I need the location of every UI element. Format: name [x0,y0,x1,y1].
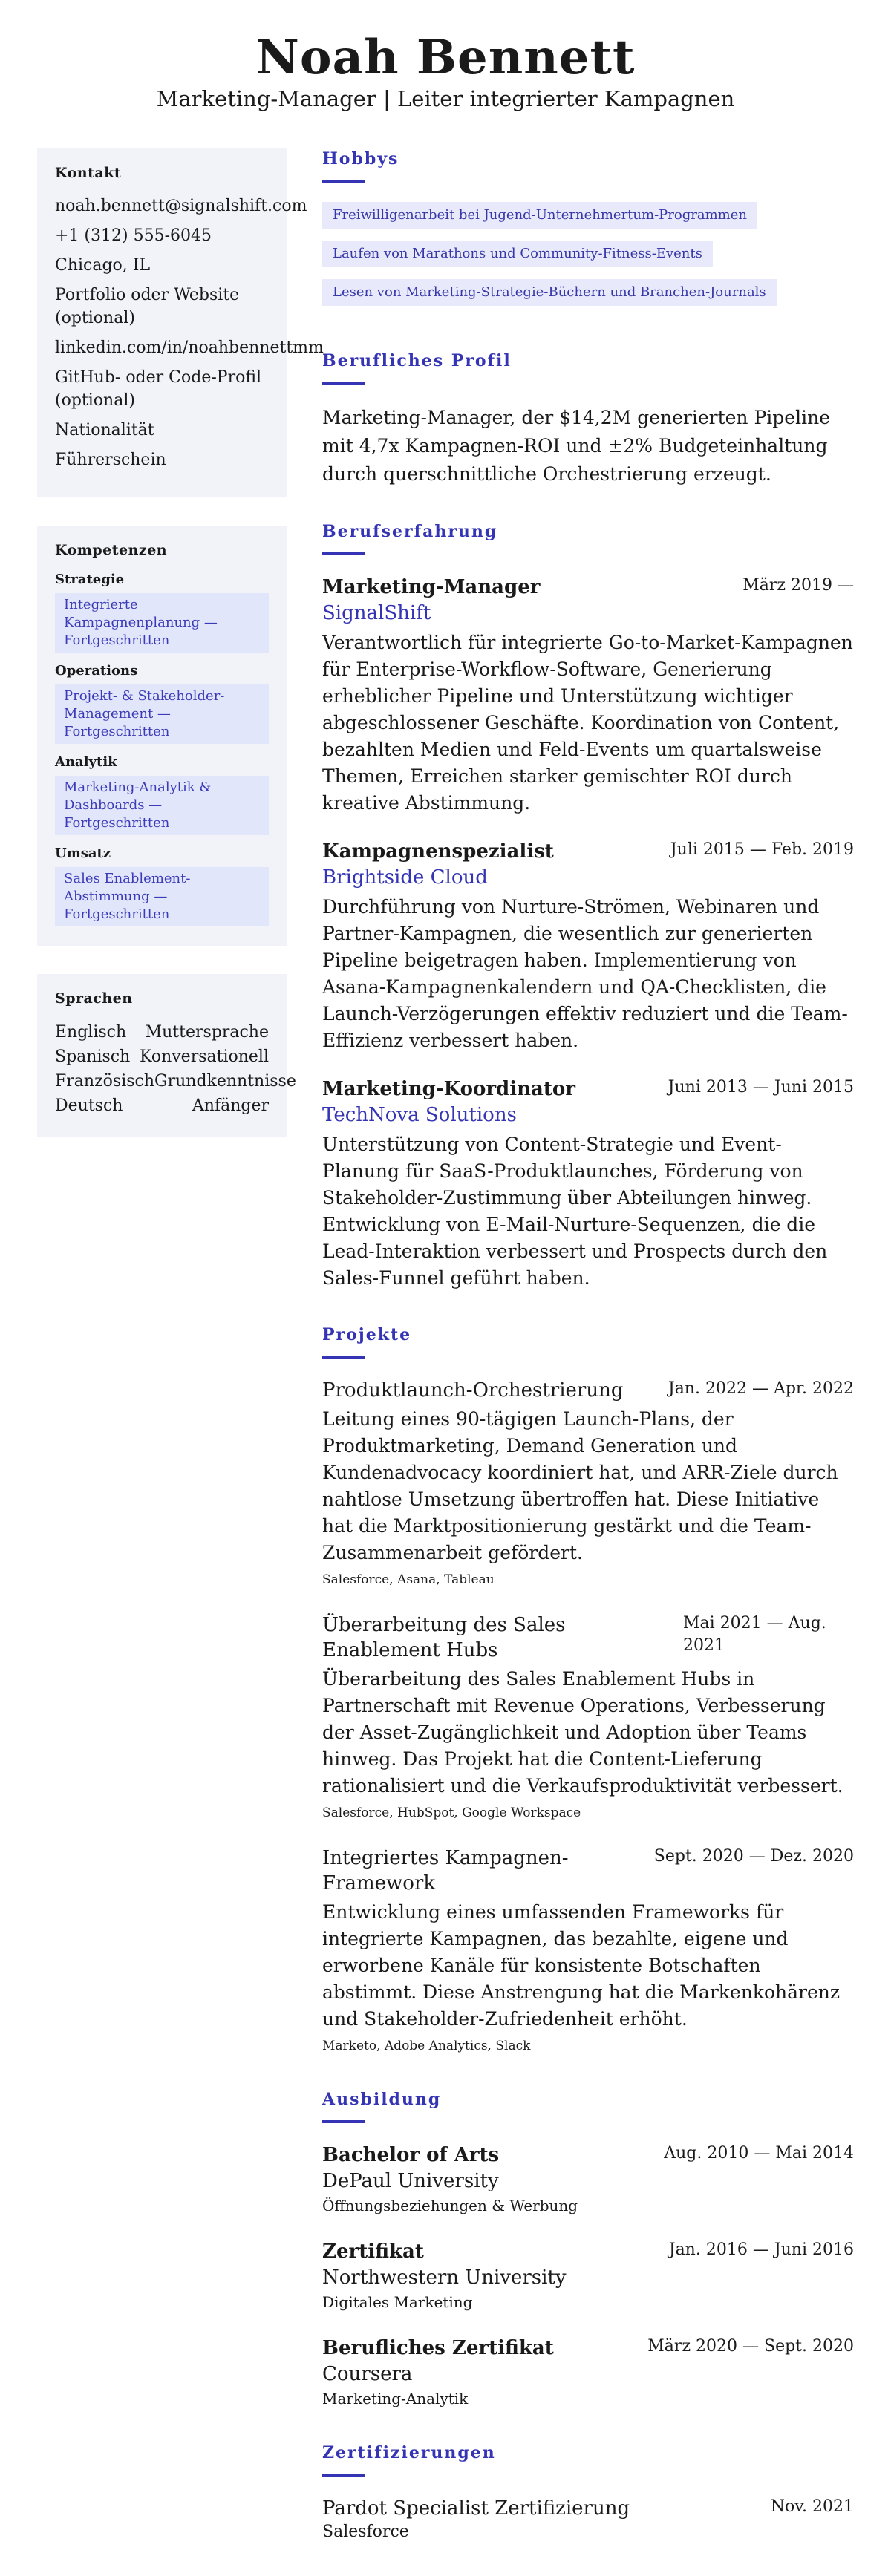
project-name: Überarbeitung des Sales Enablement Hubs [322,1614,566,1661]
study-field: Öffnungsbeziehungen & Werbung [322,2197,578,2214]
education-date: März 2020 — Sept. 2020 [647,2337,854,2356]
certification-name: Pardot Specialist Zertifizierung [322,2497,630,2520]
project-tech: Salesforce, Asana, Tableau [322,1572,495,1587]
project-tech: Marketo, Adobe Analytics, Slack [322,2039,531,2053]
project-entry [322,1612,854,1823]
experience-entry [322,839,854,1054]
contact-nationality: Nationalität [55,421,154,439]
skill-group-title: Umsatz [55,846,111,861]
school-name: Northwestern University [322,2266,567,2289]
section-divider [322,2474,365,2477]
project-description: Leitung eines 90-tägigen Launch-Plans, der Produktmarketing, Demand Generation und Kundenadvocacy koordiniert hat, und ARR-Ziele durch nahtlose Umsetzung übertroffen hat. Diese Initiative hat die Marktpositionierung gestärkt und die Team-Zusammenarbeit gefördert. [322,1408,838,1563]
education-date: Jan. 2016 — Juni 2016 [668,2240,854,2259]
degree-name: Berufliches Zertifikat [322,2337,554,2359]
skill-group-title: Analytik [55,754,117,770]
education-entry [322,2142,854,2217]
project-entry [322,1846,854,2056]
experience-entry [322,575,854,817]
job-company: TechNova Solutions [322,1104,517,1126]
skill-group-title: Operations [55,663,138,679]
language-name: Englisch [55,1023,127,1042]
job-role: Marketing-Koordinator [322,1078,575,1100]
contact-license: Führerschein [55,451,166,469]
project-name: Produktlaunch-Orchestrierung [322,1379,624,1402]
profile-title: Berufliches Profil [322,351,512,370]
language-level: Grundkenntnisse [154,1072,296,1091]
job-date: März 2019 — [742,576,854,595]
hobby-tag: Laufen von Marathons und Community-Fitness-Events [322,241,713,267]
job-date: Juni 2013 — Juni 2015 [668,1078,854,1096]
skill-group [55,846,269,926]
section-divider [322,382,365,385]
section-divider [322,180,365,183]
language-name: Spanisch [55,1047,131,1066]
skills-title: Kompetenzen [55,542,168,558]
projects-section [322,1324,854,2056]
contact-title: Kontakt [55,165,122,181]
profile-section [322,350,854,488]
project-entry [322,1378,854,1590]
profile-text: Marketing-Manager, der $14,2M generierten Pipeline mit 4,7x Kampagnen-ROI und ±2% Budgeteinhaltung durch querschnittliche Orchestrierung erzeugt. [322,407,830,485]
project-name: Integriertes Kampagnen-Framework [322,1847,569,1895]
contact-email[interactable]: noah.bennett@signalshift.com [55,197,307,215]
languages-title: Sprachen [55,990,133,1007]
experience-entry [322,1076,854,1292]
language-name: Französisch [55,1072,155,1091]
hobbies-section [322,148,854,318]
job-description: Verantwortlich für integrierte Go-to-Market-Kampagnen für Enterprise-Workflow-Software, Generierung erheblicher Pipeline und Unterstützung wichtiger abgeschlossener Geschäfte. Koordination von Content, bezahlten Medien und Feld-Events um quartalsweise Themen, Erreichen starker gemischter ROI durch kreative Abstimmung. [322,632,853,814]
project-date: Mai 2021 — Aug. 2021 [683,1614,826,1655]
job-description: Durchführung von Nurture-Strömen, Webinaren und Partner-Kampagnen, die wesentlich zur generierten Pipeline beigetragen haben. Implementierung von Asana-Kampagnenkalendern und QA-Checklisten, die Launch-Verzögerungen effektiv reduziert und die Team-Effizienz verbessert haben. [322,896,848,1051]
skill-group [55,572,269,653]
study-field: Marketing-Analytik [322,2390,469,2407]
certification-entry [322,2496,854,2543]
job-date: Juli 2015 — Feb. 2019 [670,840,854,859]
person-subtitle: Marketing-Manager | Leiter integrierter Kampagnen [156,86,735,111]
project-date: Sept. 2020 — Dez. 2020 [653,1847,854,1866]
certification-issuer: Salesforce [322,2523,409,2541]
job-company: Brightside Cloud [322,866,488,889]
project-date: Jan. 2022 — Apr. 2022 [668,1379,854,1398]
language-row [55,1094,269,1118]
skill-group [55,663,269,744]
education-date: Aug. 2010 — Mai 2014 [664,2144,854,2163]
certification-date: Nov. 2021 [770,2497,854,2516]
skill-group-title: Strategie [55,572,125,587]
projects-title: Projekte [322,1325,412,1344]
skill-tag: Sales Enablement-Abstimmung — Fortgeschritten [55,867,269,926]
language-row [55,1020,269,1045]
education-title: Ausbildung [322,2090,442,2109]
section-divider [322,552,365,555]
contact-github: GitHub- oder Code-Profil (optional) [55,368,262,410]
contact-portfolio: Portfolio oder Website (optional) [55,286,240,327]
section-divider [322,2120,365,2123]
contact-card [37,148,324,497]
language-level: Konversationell [139,1047,269,1066]
school-name: DePaul University [322,2170,499,2192]
contact-linkedin[interactable]: linkedin.com/in/noahbennettmm [55,339,324,357]
language-level: Muttersprache [145,1023,269,1042]
skill-group [55,754,269,835]
language-name: Deutsch [55,1096,123,1115]
sidebar [37,148,324,2576]
experience-section [322,521,854,1292]
person-name: Noah Bennett [255,30,636,85]
job-company: SignalShift [322,602,431,624]
contact-location: Chicago, IL [55,256,151,275]
education-entry [322,2239,854,2313]
project-description: Überarbeitung des Sales Enablement Hubs in Partnerschaft mit Revenue Operations, Verbesserung der Asset-Zugänglichkeit und Adoption über Teams hinweg. Das Projekt hat die Content-Lieferung rationalisiert und die Verkaufsproduktivität verbessert. [322,1668,843,1797]
school-name: Coursera [322,2363,413,2385]
job-role: Marketing-Manager [322,576,541,598]
degree-name: Bachelor of Arts [322,2144,500,2166]
skill-tag: Marketing-Analytik & Dashboards — Fortgeschritten [55,776,269,835]
education-section [322,2089,854,2410]
languages-card [37,974,296,1137]
contact-phone: +1 (312) 555-6045 [55,226,212,245]
skill-tag: Integrierte Kampagnenplanung — Fortgeschritten [55,593,269,653]
language-row [55,1069,296,1094]
project-tech: Salesforce, HubSpot, Google Workspace [322,1805,581,1820]
degree-name: Zertifikat [322,2240,424,2263]
skills-card [37,526,287,946]
language-row [55,1045,269,1069]
project-description: Entwicklung eines umfassenden Frameworks für integrierte Kampagnen, das bezahlte, eigene und erworbene Kanäle für konsistente Botschaften abstimmt. Diese Anstrengung hat die Markenkohärenz und Stakeholder-Zufriedenheit erhöht. [322,1901,841,2030]
hobby-tag: Freiwilligenarbeit bei Jugend-Unternehmertum-Programmen [322,202,757,229]
hobbies-title: Hobbys [322,149,399,169]
two-column-layout [0,148,891,2576]
language-level: Anfänger [192,1096,269,1115]
skill-tag: Projekt- & Stakeholder-Management — Fortgeschritten [55,684,269,744]
study-field: Digitales Marketing [322,2293,473,2311]
job-description: Unterstützung von Content-Strategie und Event-Planung für SaaS-Produktlaunches, Förderung von Stakeholder-Zustimmung über Abteilungen hinweg. Entwicklung von E-Mail-Nurture-Sequenzen, die die Lead-Interaktion verbessert und Prospects durch den Sales-Funnel geführt haben. [322,1134,828,1289]
hobby-tag: Lesen von Marketing-Strategie-Büchern und Branchen-Journals [322,279,777,306]
certifications-title: Zertifizierungen [322,2443,496,2462]
education-entry [322,2335,854,2410]
experience-title: Berufserfahrung [322,522,498,541]
main-content [322,148,854,2576]
section-divider [322,1356,365,1359]
certifications-section [322,2442,854,2543]
job-role: Kampagnenspezialist [322,840,554,863]
resume-header [0,0,891,113]
